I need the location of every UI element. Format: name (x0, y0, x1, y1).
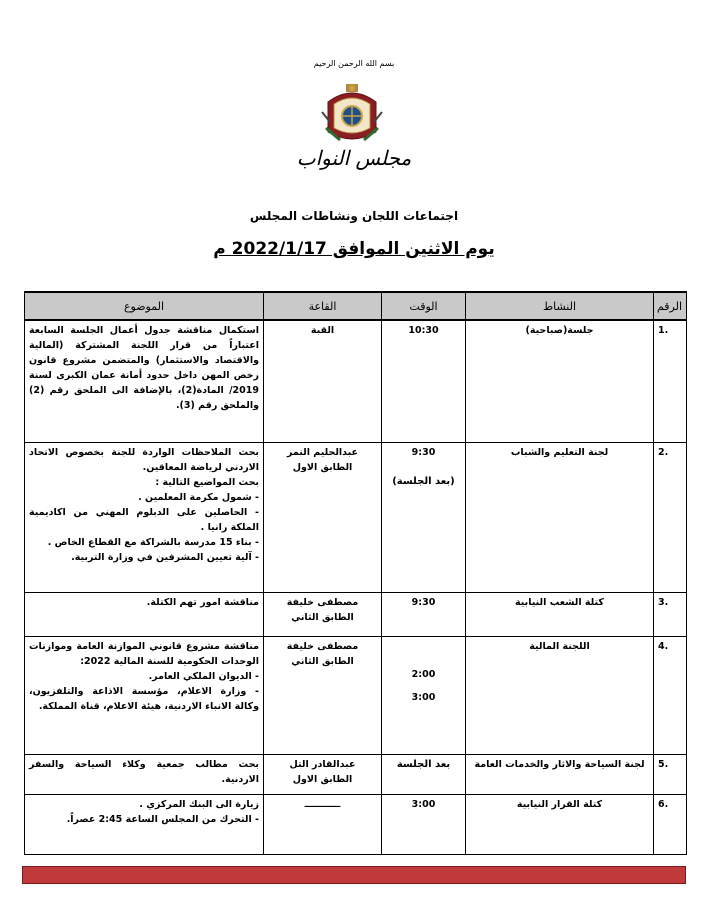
time-value: (بعد الجلسة) (392, 475, 455, 487)
row-room (264, 754, 382, 794)
parliament-logo-text: مجلس النواب (296, 146, 412, 170)
row-topic (25, 442, 264, 592)
row-activity: لجنة التعليم والشباب (466, 442, 654, 592)
date-title-text: يوم الاثنين الموافق 2022/1/17 م (213, 239, 495, 259)
header-room: القاعة (264, 292, 382, 320)
row-room (264, 636, 382, 754)
table-header-row (25, 292, 687, 320)
topic-line: - بناء 15 مدرسة بالشراكة مع القطاع الخاص . (47, 536, 259, 548)
topic-line: بحث المواضيع التالية : (155, 476, 259, 488)
room-value: الطابق الثاني (291, 611, 354, 623)
header-topic: الموضوع (25, 292, 264, 320)
row-room (264, 320, 382, 442)
time-value: 3:00 (411, 798, 436, 810)
topic-line: مناقشة امور تهم الكتلة. (146, 596, 259, 608)
room-value: القبة (310, 325, 335, 336)
row-time (382, 592, 466, 636)
row-topic (25, 320, 264, 442)
row-activity: جلسة(صباحية) (466, 320, 654, 442)
footer-bar (22, 866, 686, 884)
topic-line: مناقشة مشروع قانوني الموازنة العامة وموازنات الوحدات الحكومية للسنة المالية 2022: (29, 640, 259, 667)
row-activity: كتلة القرار النيابية (466, 794, 654, 854)
row-number: 5. (654, 754, 687, 794)
time-value: بعد الجلسة (396, 758, 451, 770)
topic-line: بحث مطالب جمعية وكلاء السياحة والسفر الاردنية. (29, 758, 259, 785)
table-row (25, 754, 687, 794)
date-title (0, 239, 708, 259)
schedule-table (24, 291, 687, 855)
time-value: 2:00 (411, 668, 436, 680)
topic-line: - وزارة الاعلام، مؤسسة الاذاعة والتلفزيون، وكالة الانباء الاردنية، هيئة الاعلام، قناة المملكة. (29, 685, 259, 712)
table-row (25, 794, 687, 854)
topic-line: بحث الملاحظات الواردة للجنة بخصوص الاتحاد الاردني لرياضة المعاقين. (29, 446, 259, 473)
header-num: الرقم (654, 292, 687, 320)
basmala: بسم الله الرحمن الرحيم (313, 59, 395, 68)
row-time (382, 636, 466, 754)
table-row (25, 592, 687, 636)
table-row (25, 320, 687, 442)
topic-line: - التحرك من المجلس الساعة 2:45 عصراً. (66, 813, 259, 825)
room-value: مصطفى خليفة (286, 596, 359, 608)
row-number: 1. (654, 320, 687, 442)
row-topic (25, 754, 264, 794)
room-value: عبدالقادر التل (289, 758, 356, 770)
room-value: الطابق الاول (292, 461, 353, 473)
room-value: الطابق الثاني (291, 655, 354, 667)
row-activity: لجنة السياحة والاثار والخدمات العامة (466, 754, 654, 794)
header-time: الوقت (382, 292, 466, 320)
row-number: 4. (654, 636, 687, 754)
row-number: 3. (654, 592, 687, 636)
row-room (264, 442, 382, 592)
room-value: عبدالحليم النمر (286, 446, 359, 458)
topic-line: - الديوان الملكي العامر. (148, 670, 259, 682)
topic-line: - الحاصلين على الدبلوم المهني من اكاديمية الملكة رانيا . (29, 506, 259, 533)
row-activity: كتلة الشعب النيابية (466, 592, 654, 636)
row-number: 2. (654, 442, 687, 592)
time-value: 10:30 (408, 325, 439, 336)
time-value: 3:00 (411, 691, 436, 703)
row-number: 6. (654, 794, 687, 854)
row-topic (25, 794, 264, 854)
row-topic (25, 592, 264, 636)
row-activity: اللجنة المالية (466, 636, 654, 754)
time-value: 9:30 (411, 596, 436, 608)
row-time (382, 320, 466, 442)
row-time (382, 754, 466, 794)
topic-line: - شمول مكرمة المعلمين . (138, 491, 259, 503)
room-value: ـــــــــــ (304, 798, 341, 810)
topic-line: استكمال مناقشة جدول أعمال الجلسة السابعة اعتباراً من قرار اللجنة المشتركة (المالية والاقتصاد والاستثمار) والمتضمن مشروع قانون رخص المهن داخل حدود أمانة عمان الكبرى لسنة 2019/ المادة(2)، بالإضافة الى الملحق رقم (2) والملحق رقم (3). (29, 325, 259, 411)
row-room (264, 794, 382, 854)
table-row (25, 636, 687, 754)
row-room (264, 592, 382, 636)
room-value: الطابق الاول (292, 773, 353, 785)
room-value: مصطفى خليفة (286, 640, 359, 652)
time-value: 9:30 (411, 446, 436, 458)
page-subtitle: اجتماعات اللجان ونشاطات المجلس (249, 209, 459, 223)
row-time (382, 794, 466, 854)
jordan-coat-of-arms-icon (318, 82, 386, 148)
header-activity: النشاط (466, 292, 654, 320)
topic-line: زيارة الى البنك المركزي . (139, 798, 259, 810)
table-row (25, 442, 687, 592)
row-time (382, 442, 466, 592)
topic-line: - آلية تعيين المشرفين في وزارة التربية. (71, 551, 259, 563)
row-topic (25, 636, 264, 754)
